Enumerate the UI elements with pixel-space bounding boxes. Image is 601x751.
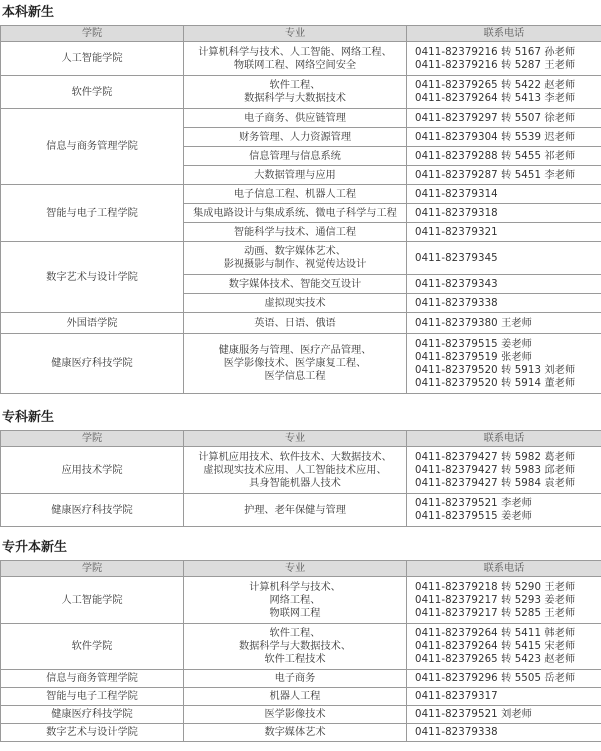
table-row [1,242,601,275]
college-cell: 软件学院 [1,76,184,109]
major-cell: 健康服务与管理、医疗产品管理、 医学影像技术、医学康复工程、 医学信息工程 [184,334,407,394]
contact-table-upgrade [0,560,601,742]
header-major: 专业 [184,26,407,42]
college-cell: 数字艺术与设计学院 [1,724,184,742]
phone-cell: 0411-82379297 转 5507 徐老师 [407,109,601,128]
phone-cell: 0411-82379345 [407,242,601,275]
major-cell: 电子商务、供应链管理 [184,109,407,128]
major-cell: 英语、日语、俄语 [184,313,407,334]
table-header-row [1,26,601,42]
major-cell: 电子商务 [184,670,407,688]
table-row [1,577,601,624]
header-phone: 联系电话 [407,561,601,577]
phone-cell: 0411-82379264 转 5411 韩老师 0411-82379264 转 5415 宋老师 0411-82379265 转 5423 赵老师 [407,624,601,670]
major-cell: 计算机应用技术、软件技术、大数据技术、 虚拟现实技术应用、人工智能技术应用、 具身智能机器人技术 [184,447,407,494]
table-row [1,447,601,494]
table-row [1,185,601,204]
section-title-junior-college: 专科新生 [2,410,55,425]
major-cell: 数字媒体艺术 [184,724,407,742]
phone-cell: 0411-82379338 [407,724,601,742]
college-cell: 健康医疗科技学院 [1,706,184,724]
major-cell: 动画、数字媒体艺术、 影视摄影与制作、视觉传达设计 [184,242,407,275]
table-header-row [1,431,601,447]
table-row [1,76,601,109]
college-cell: 信息与商务管理学院 [1,109,184,185]
college-cell: 智能与电子工程学院 [1,688,184,706]
header-phone: 联系电话 [407,26,601,42]
contact-table-undergraduate [0,25,601,394]
college-cell: 应用技术学院 [1,447,184,494]
college-cell: 信息与商务管理学院 [1,670,184,688]
phone-cell: 0411-82379338 [407,294,601,313]
phone-cell: 0411-82379216 转 5167 孙老师 0411-82379216 转 5287 王老师 [407,42,601,76]
phone-cell: 0411-82379265 转 5422 赵老师 0411-82379264 转 5413 李老师 [407,76,601,109]
major-cell: 信息管理与信息系统 [184,147,407,166]
major-cell: 软件工程、 数据科学与大数据技术 [184,76,407,109]
major-cell: 软件工程、 数据科学与大数据技术、 软件工程技术 [184,624,407,670]
phone-cell: 0411-82379317 [407,688,601,706]
table-row [1,42,601,76]
phone-cell: 0411-82379314 [407,185,601,204]
college-cell: 数字艺术与设计学院 [1,242,184,313]
phone-cell: 0411-82379287 转 5451 李老师 [407,166,601,185]
table-row [1,334,601,394]
table-row [1,494,601,527]
section-title-undergraduate: 本科新生 [2,5,55,20]
phone-cell: 0411-82379318 [407,204,601,223]
phone-cell: 0411-82379380 王老师 [407,313,601,334]
table-row [1,724,601,742]
major-cell: 智能科学与技术、通信工程 [184,223,407,242]
table-row [1,624,601,670]
phone-cell: 0411-82379218 转 5290 王老师 0411-82379217 转 5293 姜老师 0411-82379217 转 5285 王老师 [407,577,601,624]
college-cell: 健康医疗科技学院 [1,334,184,394]
major-cell: 计算机科学与技术、人工智能、网络工程、 物联网工程、网络空间安全 [184,42,407,76]
phone-cell: 0411-82379515 姜老师 0411-82379519 张老师 0411-82379520 转 5913 刘老师 0411-82379520 转 5914 董老师 [407,334,601,394]
college-cell: 外国语学院 [1,313,184,334]
major-cell: 电子信息工程、机器人工程 [184,185,407,204]
major-cell: 数字媒体技术、智能交互设计 [184,275,407,294]
table-row [1,109,601,128]
college-cell: 人工智能学院 [1,42,184,76]
phone-cell: 0411-82379304 转 5539 迟老师 [407,128,601,147]
major-cell: 机器人工程 [184,688,407,706]
college-cell: 软件学院 [1,624,184,670]
phone-cell: 0411-82379521 李老师 0411-82379515 姜老师 [407,494,601,527]
major-cell: 虚拟现实技术 [184,294,407,313]
table-row [1,706,601,724]
major-cell: 集成电路设计与集成系统、微电子科学与工程 [184,204,407,223]
header-major: 专业 [184,431,407,447]
college-cell: 健康医疗科技学院 [1,494,184,527]
table-row [1,313,601,334]
major-cell: 医学影像技术 [184,706,407,724]
table-header-row [1,561,601,577]
header-phone: 联系电话 [407,431,601,447]
phone-cell: 0411-82379296 转 5505 岳老师 [407,670,601,688]
major-cell: 大数据管理与应用 [184,166,407,185]
header-college: 学院 [1,431,184,447]
phone-cell: 0411-82379288 转 5455 祁老师 [407,147,601,166]
major-cell: 计算机科学与技术、 网络工程、 物联网工程 [184,577,407,624]
contact-table-junior-college [0,430,601,527]
header-college: 学院 [1,26,184,42]
table-row [1,688,601,706]
phone-cell: 0411-82379521 刘老师 [407,706,601,724]
phone-cell: 0411-82379343 [407,275,601,294]
major-cell: 护理、老年保健与管理 [184,494,407,527]
header-major: 专业 [184,561,407,577]
section-title-upgrade: 专升本新生 [2,540,68,555]
header-college: 学院 [1,561,184,577]
college-cell: 人工智能学院 [1,577,184,624]
table-row [1,670,601,688]
major-cell: 财务管理、人力资源管理 [184,128,407,147]
phone-cell: 0411-82379427 转 5982 葛老师 0411-82379427 转 5983 邱老师 0411-82379427 转 5984 袁老师 [407,447,601,494]
phone-cell: 0411-82379321 [407,223,601,242]
college-cell: 智能与电子工程学院 [1,185,184,242]
